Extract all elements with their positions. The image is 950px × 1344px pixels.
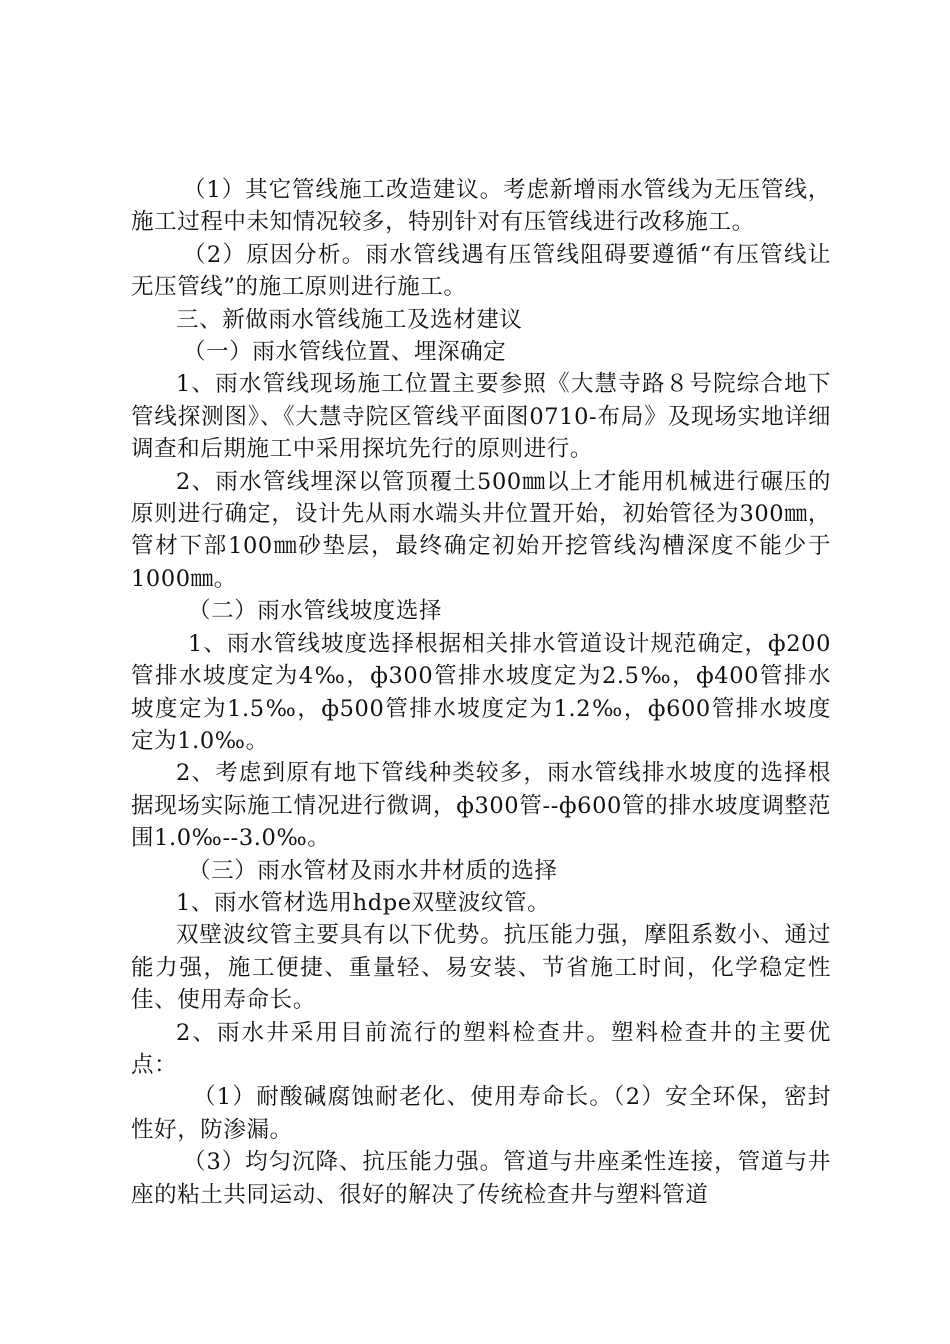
subsection-heading-two: （二）雨水管线坡度选择 (188, 598, 443, 625)
paragraph-manhole-benefits-1: （1）耐酸碱腐蚀耐老化、使用寿命长。（2）安全环保，密封性好，防渗漏。 (131, 1084, 831, 1143)
paragraph-slope-adjust: 2、考虑到原有地下管线种类较多，雨水管线排水坡度的选择根据现场实际施工情况进行微调，ф300管--ф600管的排水坡度调整范围1.0‰--3.0‰。 (131, 760, 831, 852)
paragraph-pipe-advantages: 双壁波纹管主要具有以下优势。抗压能力强，摩阻系数小、通过能力强，施工便捷、重量轻、易安装、节省施工时间，化学稳定性佳、使用寿命长。 (131, 922, 831, 1014)
paragraph-manhole: 2、雨水井采用目前流行的塑料检查井。塑料检查井的主要优点： (131, 1019, 831, 1078)
subsection-heading-one: （一）雨水管线位置、埋深确定 (183, 339, 507, 366)
paragraph-location: 1、雨水管线现场施工位置主要参照《大慧寺路８号院综合地下管线探测图》、《大慧寺院区管线平面图0710-布局》及现场实地详细调查和后期施工中采用探坑先行的原则进行。 (131, 371, 831, 463)
section-heading-three: 三、新做雨水管线施工及选材建议 (176, 306, 523, 333)
document-body (131, 174, 831, 1211)
paragraph-cause-analysis: （2）原因分析。雨水管线遇有压管线阻碍要遵循“有压管线让无压管线”的施工原则进行施工。 (131, 241, 831, 301)
paragraph-manhole-benefits-3: （3）均匀沉降、抗压能力强。管道与井座柔性连接，管道与井座的粘土共同运动、很好的解决了传统检查井与塑料管道 (131, 1149, 831, 1208)
paragraph-pipe-material: 1、雨水管材选用hdpe双壁波纹管。 (176, 889, 551, 916)
paragraph-slope-spec: 1、雨水管线坡度选择根据相关排水管道设计规范确定，ф200管排水坡度定为4‰，ф300管排水坡度定为2.5‰，ф400管排水坡度定为1.5‰，ф500管排水坡度定为1.2‰，ф600管排水坡度定为1.0‰。 (131, 630, 831, 754)
subsection-heading-three: （三）雨水管材及雨水井材质的选择 (188, 857, 558, 884)
paragraph-depth: 2、雨水管线埋深以管顶覆土500㎜以上才能用机械进行碾压的原则进行确定，设计先从雨水端头井位置开始，初始管径为300㎜，管材下部100㎜砂垫层，最终确定初始开挖管线沟槽深度不能少于1000㎜。 (131, 468, 831, 592)
paragraph-other-pipelines: （1）其它管线施工改造建议。考虑新增雨水管线为无压管线，施工过程中未知情况较多，特别针对有压管线进行改移施工。 (131, 177, 831, 236)
